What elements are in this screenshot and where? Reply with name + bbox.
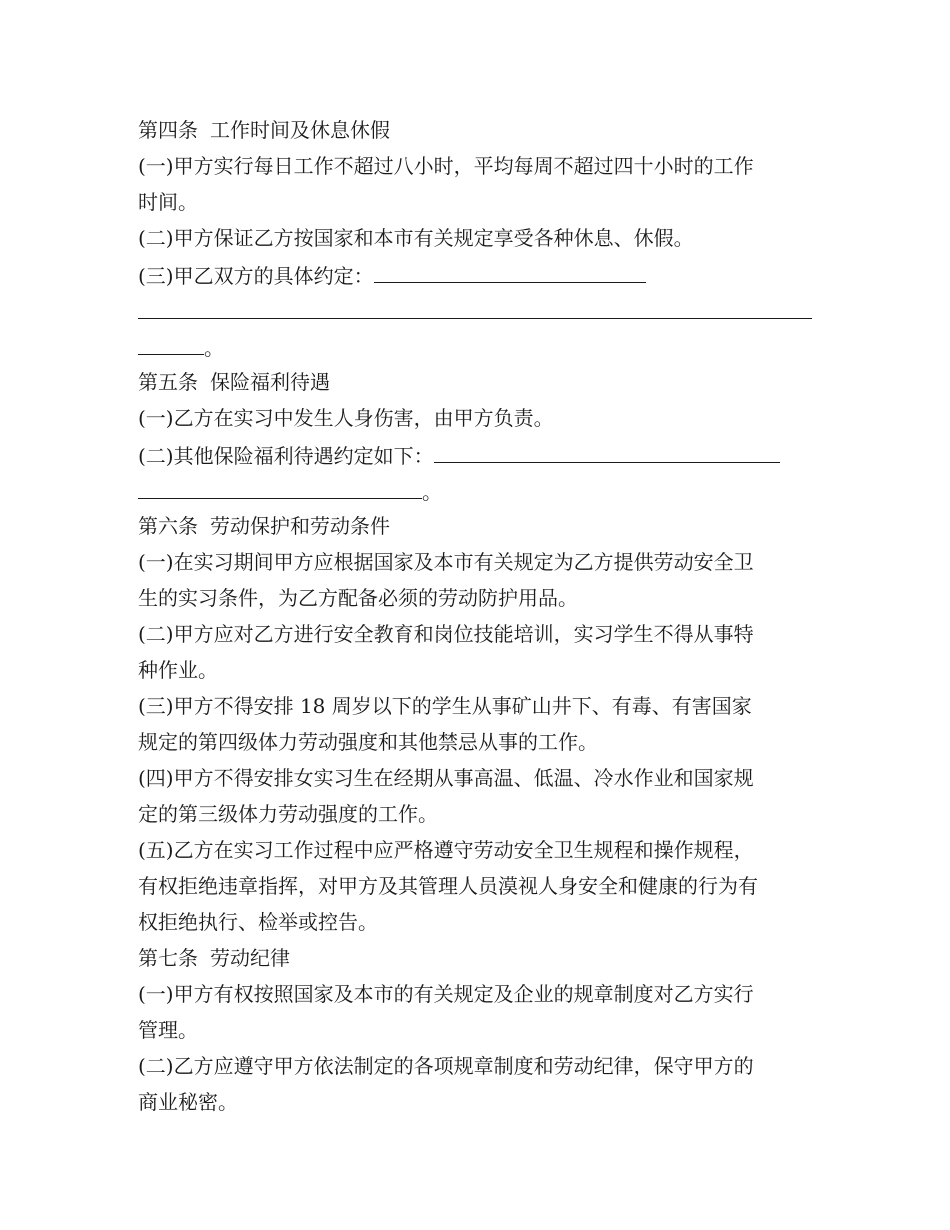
article-7-item-1-line-2: 管理。: [138, 1018, 198, 1042]
fill-in-blank[interactable]: [434, 436, 780, 463]
article-4-item-3: [138, 256, 814, 292]
article-7-heading: [138, 940, 814, 976]
article-number: 第四条: [138, 118, 198, 142]
fill-in-blank[interactable]: [138, 472, 422, 499]
article-4-heading: [138, 112, 814, 148]
article-6-item-5-line-1: (五)乙方在实习工作过程中应严格遵守劳动安全卫生规程和操作规程，: [138, 838, 754, 862]
article-title: 劳动保护和劳动条件: [210, 514, 390, 538]
article-5-item-2-end: [138, 472, 814, 508]
article-5-item-1: (一)乙方在实习中发生人身伤害，由甲方负责。: [138, 406, 554, 430]
article-title: 工作时间及休息休假: [210, 118, 390, 142]
fill-in-blank[interactable]: [374, 256, 646, 283]
article-6-item-4-line-1: (四)甲方不得安排女实习生在经期从事高温、低温、冷水作业和国家规: [138, 766, 754, 790]
article-4-item-1-line-2: 时间。: [138, 190, 198, 214]
article-7-item-2-line-2: 商业秘密。: [138, 1090, 238, 1114]
article-7-item-1-line-1: (一)甲方有权按照国家及本市的有关规定及企业的规章制度对乙方实行: [138, 982, 754, 1006]
article-number: 第七条: [138, 946, 198, 970]
article-6-item-2-line-1: (二)甲方应对乙方进行安全教育和岗位技能培训，实习学生不得从事特: [138, 622, 754, 646]
article-title: 保险福利待遇: [210, 370, 330, 394]
article-6-item-5-line-2: 有权拒绝违章指挥，对甲方及其管理人员漠视人身安全和健康的行为有: [138, 874, 758, 898]
article-title: 劳动纪律: [210, 946, 290, 970]
article-5-item-2: [138, 436, 814, 472]
article-6-item-2-line-2: 种作业。: [138, 658, 218, 682]
article-6-item-4-line-2: 定的第三级体力劳动强度的工作。: [138, 802, 438, 826]
article-number: 第五条: [138, 370, 198, 394]
article-4-item-3-end: [138, 328, 814, 364]
article-6-item-1-line-2: 生的实习条件，为乙方配备必须的劳动防护用品。: [138, 586, 578, 610]
article-6-item-3-line-2: 规定的第四级体力劳动强度和其他禁忌从事的工作。: [138, 730, 598, 754]
closing-mark: 。: [422, 480, 442, 504]
item-label: (二)其他保险福利待遇约定如下：: [138, 444, 434, 468]
article-7-item-2-line-1: (二)乙方应遵守甲方依法制定的各项规章制度和劳动纪律，保守甲方的: [138, 1054, 754, 1078]
item-label: (三)甲乙双方的具体约定：: [138, 264, 374, 288]
article-4-item-1-line-1: (一)甲方实行每日工作不超过八小时，平均每周不超过四十小时的工作: [138, 154, 754, 178]
article-4-item-2: (二)甲方保证乙方按国家和本市有关规定享受各种休息、休假。: [138, 226, 694, 250]
fill-in-blank-line[interactable]: [138, 318, 812, 319]
fill-in-blank[interactable]: [138, 328, 204, 355]
article-6-item-3-line-1: (三)甲方不得安排 18 周岁以下的学生从事矿山井下、有毒、有害国家: [138, 694, 752, 718]
article-number: 第六条: [138, 514, 198, 538]
article-6-item-5-line-3: 权拒绝执行、检举或控告。: [138, 910, 378, 934]
closing-mark: 。: [204, 336, 224, 360]
article-5-heading: [138, 364, 814, 400]
article-6-heading: [138, 508, 814, 544]
article-6-item-1-line-1: (一)在实习期间甲方应根据国家及本市有关规定为乙方提供劳动安全卫: [138, 550, 754, 574]
